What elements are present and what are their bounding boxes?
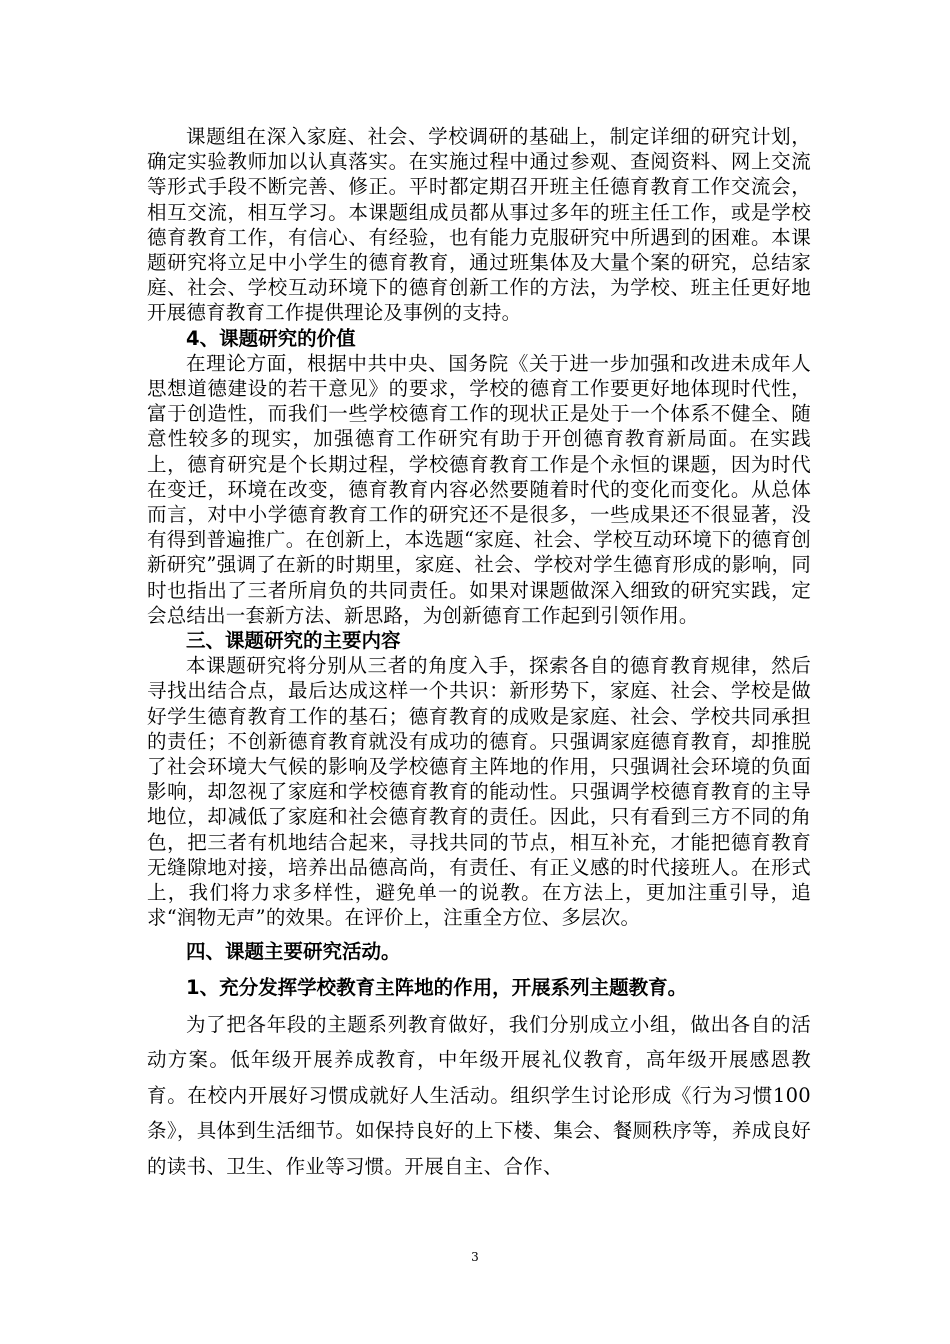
paragraph-main-content: 本课题研究将分别从三者的角度入手，探索各自的德育教育规律，然后寻找出结合点，最后达成这样一个共识：新形势下，家庭、社会、学校是做好学生德育教育工作的基石；德育教育的成败是家庭、社会、学校共同承担的责任；不创新德育教育就没有成功的德育。只强调家庭德育教育，却推脱了社会环境大气候的影响及学校德育主阵地的作用，只强调社会环境的负面影响，却忽视了家庭和学校德育教育的能动性。只强调学校德育教育的主导地位，却减低了家庭和社会德育教育的责任。因此，只有看到三方不同的角色，把三者有机地结合起来，寻找共同的节点，相互补充，才能把德育教育无缝隙地对接，培养出品德高尚，有责任、有正义感的时代接班人。在形式上，我们将力求多样性，避免单一的说教。在方法上，更加注重引导，追求“润物无声”的效果。在评价上，注重全方位、多层次。 [147,654,811,930]
heading-main-content: 三、课题研究的主要内容 [186,629,401,653]
paragraph-research-plan: 课题组在深入家庭、社会、学校调研的基础上，制定详细的研究计划，确定实验教师加以认真落实。在实施过程中通过参观、查阅资料、网上交流等形式手段不断完善、修正。平时都定期召开班主任德育教育工作交流会，相互交流，相互学习。本课题组成员都从事过多年的班主任工作，或是学校德育教育工作，有信心、有经验，也有能力克服研究中所遇到的困难。本课题研究将立足中小学生的德育教育，通过班集体及大量个案的研究，总结家庭、社会、学校互动环境下的德育创新工作的方法，为学校、班主任更好地开展德育教育工作提供理论及事例的支持。 [147,125,811,325]
heading-research-activities: 四、课题主要研究活动。 [186,939,401,963]
paragraph-school-education: 为了把各年段的主题系列教育做好，我们分别成立小组，做出各自的活动方案。低年级开展养成教育，中年级开展礼仪教育，高年级开展感恩教育。在校内开展好习惯成就好人生活动。组织学生讨论形成《行为习惯100条》，具体到生活细节。如保持良好的上下楼、集会、餐厕秩序等，养成良好的读书、卫生、作业等习惯。开展自主、合作、 [147,1012,811,1178]
page-number: 3 [471,1250,479,1264]
document-body [147,124,811,1184]
heading-research-value: 4、课题研究的价值 [186,326,356,350]
paragraph-research-value: 在理论方面，根据中共中央、国务院《关于进一步加强和改进未成年人思想道德建设的若干意见》的要求，学校的德育工作要更好地体现时代性，富于创造性，而我们一些学校德育工作的现状正是处于一个体系不健全、随意性较多的现实，加强德育工作研究有助于开创德育教育新局面。在实践上，德育研究是个长期过程，学校德育教育工作是个永恒的课题，因为时代在变迁，环境在改变，德育教育内容必然要随着时代的变化而变化。从总体而言，对中小学德育教育工作的研究还不是很多，一些成果还不很显著，没有得到普遍推广。在创新上，本选题“家庭、社会、学校互动环境下的德育创新研究”强调了在新的时期里，家庭、社会、学校对学生德育形成的影响，同时也指出了三者所肩负的共同责任。如果对课题做深入细致的研究实践，定会总结出一套新方法、新思路，为创新德育工作起到引领作用。 [147,351,811,627]
heading-school-education: 1、充分发挥学校教育主阵地的作用，开展系列主题教育。 [186,975,688,999]
